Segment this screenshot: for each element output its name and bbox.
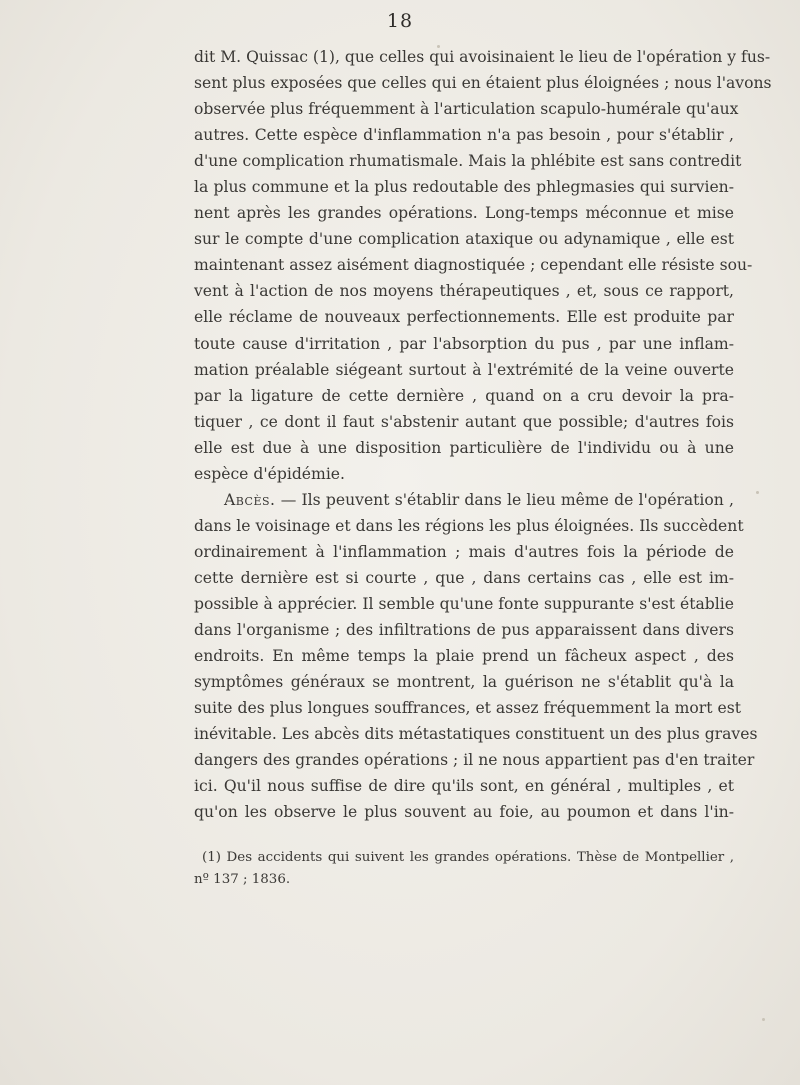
paper-speck (756, 491, 759, 494)
text-line: autres. Cette espèce d'inflammation n'a pas besoin , pour s'établir , (194, 126, 734, 145)
text-line: elle est due à une disposition particulière de l'individu ou à une (194, 438, 734, 457)
text-line: par la ligature de cette dernière , quand on a cru devoir la pra- (194, 386, 734, 405)
text-line: d'une complication rhumatismale. Mais la phlébite est sans contredit (194, 152, 742, 171)
text-line: mation préalable siégeant surtout à l'extrémité de la veine ouverte (194, 360, 734, 379)
text-line: elle réclame de nouveaux perfectionnements. Elle est produite par (194, 308, 734, 327)
text-line: dangers des grandes opérations ; il ne nous appartient pas d'en traiter (194, 751, 755, 770)
text-line: dit M. Quissac (1), que celles qui avoisinaient le lieu de l'opération y fus- (194, 48, 771, 66)
footnote-line: (1) Des accidents qui suivent les grandes opérations. Thèse de Montpellier , (202, 850, 734, 865)
text-line: possible à apprécier. Il semble qu'une fonte suppurante s'est établie (194, 594, 734, 613)
text-line: suite des plus longues souffrances, et assez fréquemment la mort est (194, 699, 741, 718)
text-line: inévitable. Les abcès dits métastatiques constituent un des plus graves (194, 725, 758, 744)
text-line: symptômes généraux se montrent, la guérison ne s'établit qu'à la (194, 673, 734, 692)
body-text (194, 44, 772, 825)
text-line: sur le compte d'une complication ataxique ou adynamique , elle est (194, 230, 734, 249)
text-line: qu'on les observe le plus souvent au foie, au poumon et dans l'in- (194, 803, 734, 822)
text-line: dans le voisinage et dans les régions les plus éloignées. Ils succèdent (194, 516, 744, 535)
text-line: vent à l'action de nos moyens thérapeutiques , et, sous ce rapport, (194, 282, 734, 301)
footnote (194, 847, 734, 891)
text-line: espèce d'épidémie. (194, 464, 345, 483)
text-line: cette dernière est si courte , que , dans certains cas , elle est im- (194, 568, 734, 587)
section-first-line (194, 487, 734, 513)
paper-speck (762, 1018, 765, 1021)
text-line: ordinairement à l'inflammation ; mais d'autres fois la période de (194, 542, 734, 561)
page-number: 18 (386, 10, 414, 32)
section-heading-abces: Abcès. (224, 490, 276, 509)
text-line: la plus commune et la plus redoutable des phlegmasies qui survien- (194, 178, 734, 197)
text-line: endroits. En même temps la plaie prend un fâcheux aspect , des (194, 647, 734, 666)
text-line: nent après les grandes opérations. Long-temps méconnue et mise (194, 204, 734, 223)
text-line: observée plus fréquemment à l'articulation scapulo-humérale qu'aux (194, 100, 739, 119)
text-line: maintenant assez aisément diagnostiquée ; cependant elle résiste sou- (194, 256, 753, 275)
text-line-rest: — Ils peuvent s'établir dans le lieu même de l'opération , (275, 490, 734, 509)
text-line: sent plus exposées que celles qui en étaient plus éloignées ; nous l'avons (194, 74, 772, 93)
text-line: tiquer , ce dont il faut s'abstenir autant que possible; d'autres fois (194, 412, 734, 431)
footnote-line: nº 137 ; 1836. (194, 872, 291, 887)
text-line: ici. Qu'il nous suffise de dire qu'ils sont, en général , multiples , et (194, 777, 734, 796)
text-line: toute cause d'irritation , par l'absorption du pus , par une inflam- (194, 334, 734, 353)
paper-speck (437, 45, 440, 48)
text-line: dans l'organisme ; des infiltrations de pus apparaissent dans divers (194, 621, 734, 640)
